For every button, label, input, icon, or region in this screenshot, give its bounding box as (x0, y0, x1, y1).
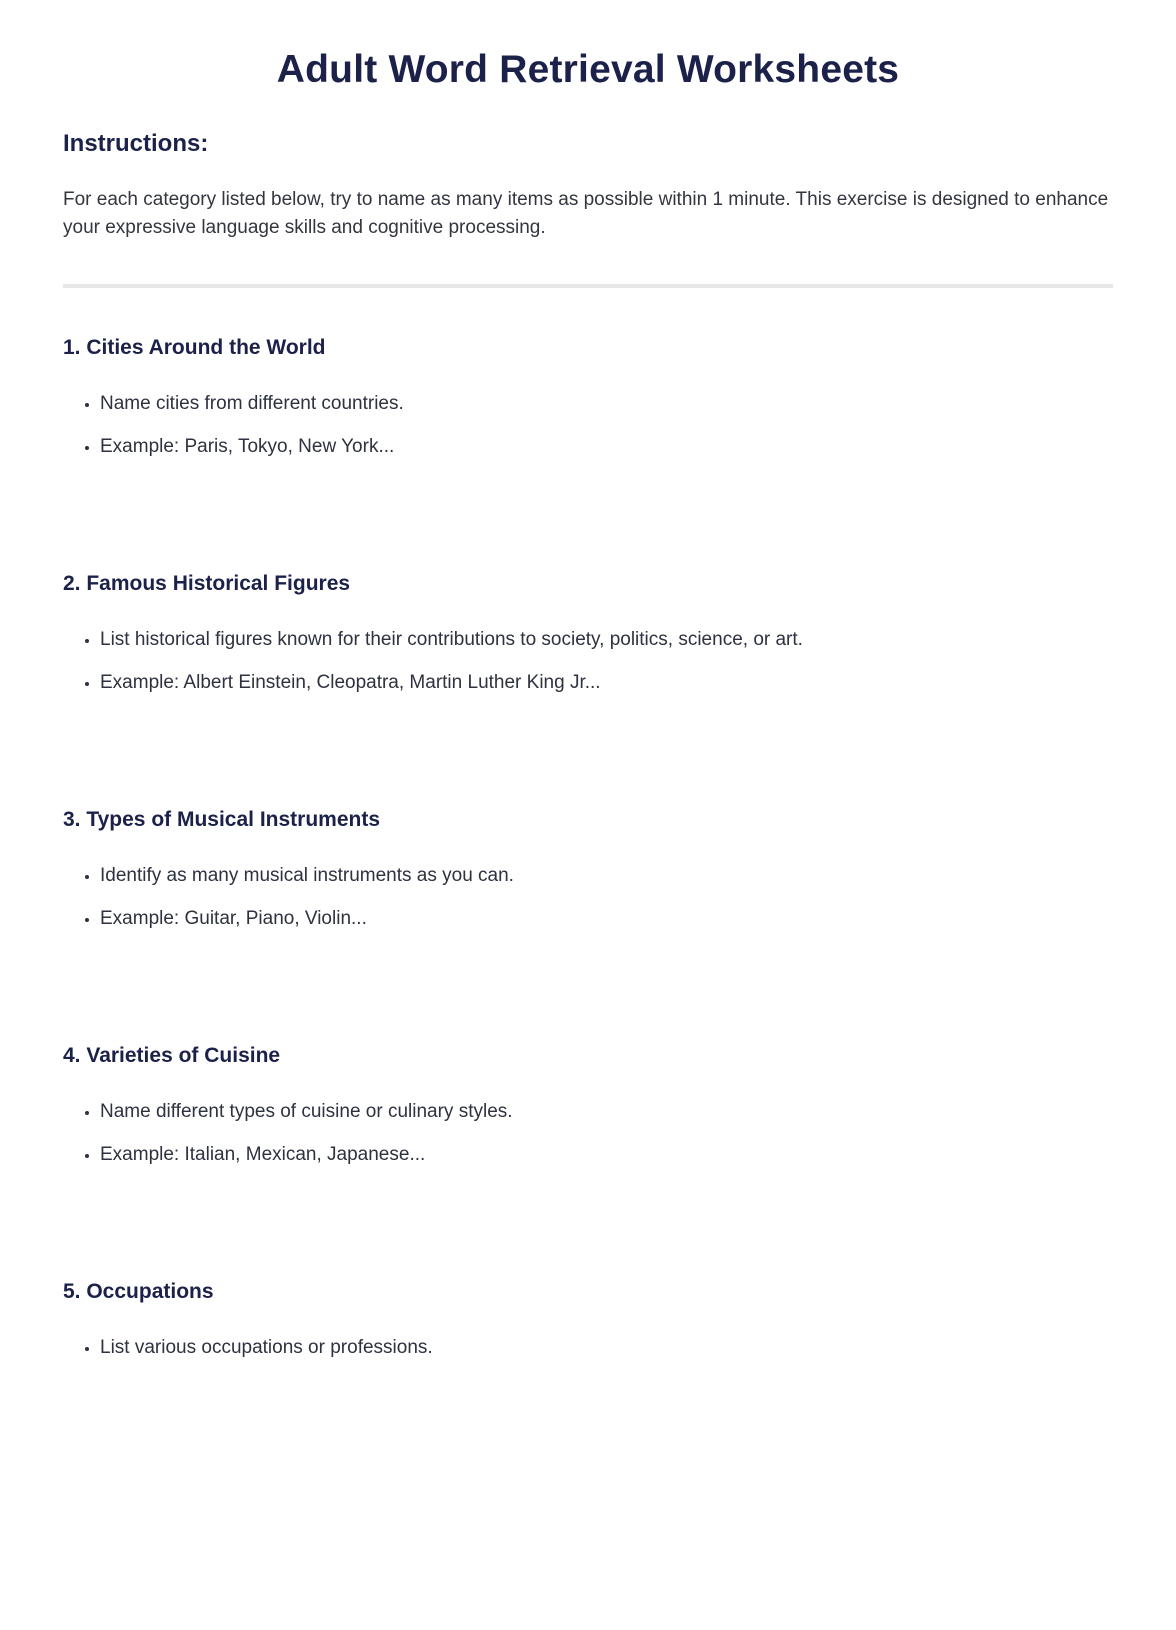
section-cuisine (63, 1044, 1113, 1168)
bullet-item: • Identify as many musical instruments as you can. (100, 862, 1113, 889)
bullet-item: • Example: Italian, Mexican, Japanese... (100, 1141, 1113, 1168)
section-musical-instruments (63, 808, 1113, 932)
section-heading: 1. Cities Around the World (63, 336, 326, 359)
section-historical-figures (63, 572, 1113, 696)
bullet-item: • List historical figures known for their contributions to society, politics, science, or art. (100, 626, 1113, 653)
section-heading: 2. Famous Historical Figures (63, 572, 351, 595)
bullet-item: • Name different types of cuisine or culinary styles. (100, 1098, 1113, 1125)
section-occupations (63, 1280, 1113, 1361)
page-title: Adult Word Retrieval Worksheets (276, 48, 900, 91)
bullet-item: • Example: Guitar, Piano, Violin... (100, 905, 1113, 932)
section-heading: 3. Types of Musical Instruments (63, 808, 381, 831)
bullet-list (63, 626, 1113, 696)
bullet-list (63, 862, 1113, 932)
section-heading: 4. Varieties of Cuisine (63, 1044, 281, 1067)
bullet-list (63, 1098, 1113, 1168)
bullet-list (63, 390, 1113, 460)
bullet-list (63, 1334, 1113, 1361)
instructions-body: For each category listed below, try to name as many items as possible within 1 minute. This exercise is designed to enhance your expressive language skills and cognitive processing. (63, 189, 1109, 238)
section-cities (63, 336, 1113, 460)
bullet-item: • Example: Paris, Tokyo, New York... (100, 433, 1113, 460)
bullet-item: • Example: Albert Einstein, Cleopatra, Martin Luther King Jr... (100, 669, 1113, 696)
bullet-item: • Name cities from different countries. (100, 390, 1113, 417)
section-heading: 5. Occupations (63, 1280, 214, 1303)
instructions-heading: Instructions: (63, 130, 209, 157)
bullet-item: • List various occupations or professions. (100, 1334, 1113, 1361)
sections-container (63, 288, 1113, 1361)
